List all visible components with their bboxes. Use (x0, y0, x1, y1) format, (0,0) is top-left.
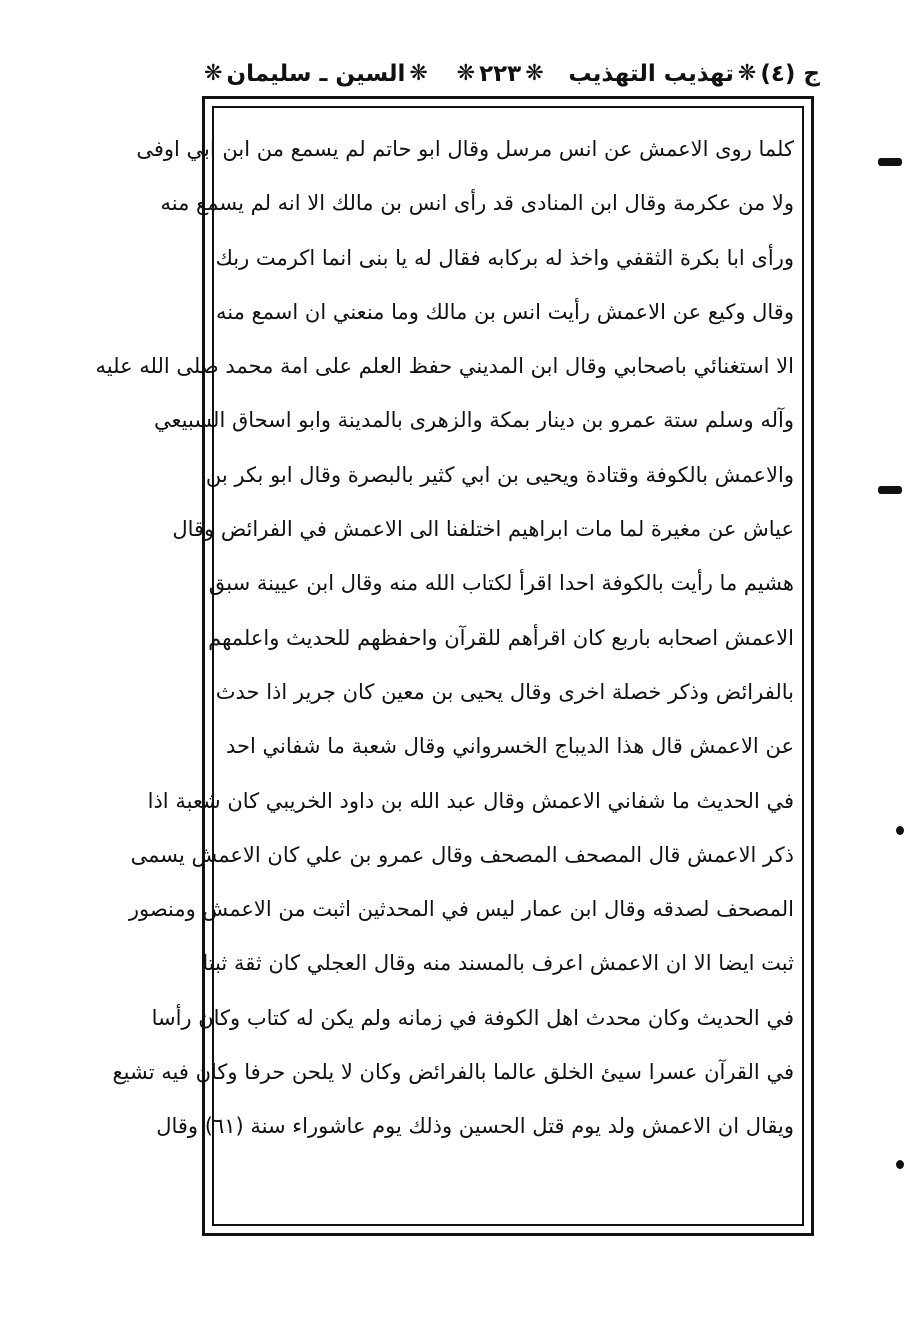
text-line: في القرآن عسرا سيئ الخلق عالما بالفرائض وكان لا يلحن حرفا وكان فيه تشيع (112, 1060, 794, 1085)
text-line: الاعمش اصحابه باربع كان اقرأهم للقرآن واحفظهم للحديث واعلمهم (208, 625, 794, 650)
section-label: السين ـ سليمان (226, 61, 406, 87)
margin-mark (878, 486, 902, 494)
text-line: ثبت ايضا الا ان الاعمش اعرف بالمسند منه وقال العجلي كان ثقة ثبتا (202, 951, 794, 976)
text-line: ويقال ان الاعمش ولد يوم قتل الحسين وذلك يوم عاشوراء سنة (٦١) وقال (156, 1114, 794, 1139)
volume-label-group (568, 61, 820, 87)
text-line: ورأى ابا بكرة الثقفي واخذ له بركابه فقال له يا بنى انما اكرمت ربك (215, 245, 794, 270)
text-line: كلما روى الاعمش عن انس مرسل وقال ابو حاتم لم يسمع من ابن ابي اوفى (136, 137, 794, 161)
ornament-icon: ❋ (456, 61, 476, 86)
text-line: ولا من عكرمة وقال ابن المنادى قد رأى انس بن مالك الا انه لم يسمع منه (160, 191, 794, 216)
running-header (200, 52, 820, 96)
margin-mark (896, 826, 904, 835)
text-line: ذكر الاعمش قال المصحف المصحف وقال عمرو بن علي كان الاعمش يسمى (130, 842, 794, 867)
page-number-group (453, 61, 548, 87)
page-number: ٢٢٣ (479, 61, 522, 87)
text-line: هشيم ما رأيت بالكوفة احدا اقرأ لكتاب الله منه وقال ابن عيينة سبق (208, 571, 794, 596)
text-line: في الحديث وكان محدث اهل الكوفة في زمانه ولم يكن له كتاب وكان رأسا (151, 1005, 794, 1030)
text-line: عن الاعمش قال هذا الديباج الخسرواني وقال شعبة ما شفاني احد (226, 734, 794, 759)
body-text (95, 122, 794, 1154)
margin-mark (896, 1160, 904, 1169)
ornament-icon: ❋ (204, 61, 223, 86)
text-line: المصحف لصدقه وقال ابن عمار ليس في المحدثين اثبت من الاعمش ومنصور (128, 897, 794, 922)
section-label-group (200, 61, 432, 87)
text-line: عياش عن مغيرة لما مات ابراهيم اختلفنا الى الاعمش في الفرائض وقال (172, 517, 794, 542)
text-line: الا استغنائي باصحابي وقال ابن المديني حفظ العلم على امة محمد صلى الله عليه (95, 354, 794, 379)
text-line: في الحديث ما شفاني الاعمش وقال عبد الله بن داود الخريبي كان شعبة اذا (147, 788, 794, 813)
ornament-icon: ❋ (525, 61, 544, 86)
ornament-icon: ❋ (737, 61, 757, 86)
ornament-icon: ❋ (409, 61, 428, 86)
text-line: بالفرائض وذكر خصلة اخرى وقال يحيى بن معين كان جرير اذا حدث (215, 679, 794, 704)
text-line: وقال وكيع عن الاعمش رأيت انس بن مالك وما منعني ان اسمع منه (215, 299, 794, 324)
volume-label: ج (٤) (760, 61, 820, 87)
margin-mark (878, 158, 902, 166)
book-title: تهذيب التهذيب (568, 61, 734, 87)
text-line: والاعمش بالكوفة وقتادة ويحيى بن ابي كثير بالبصرة وقال ابو بكر بن (205, 462, 794, 487)
text-line: وآله وسلم ستة عمرو بن دينار بمكة والزهرى بالمدينة وابو اسحاق السبيعي (154, 408, 794, 433)
